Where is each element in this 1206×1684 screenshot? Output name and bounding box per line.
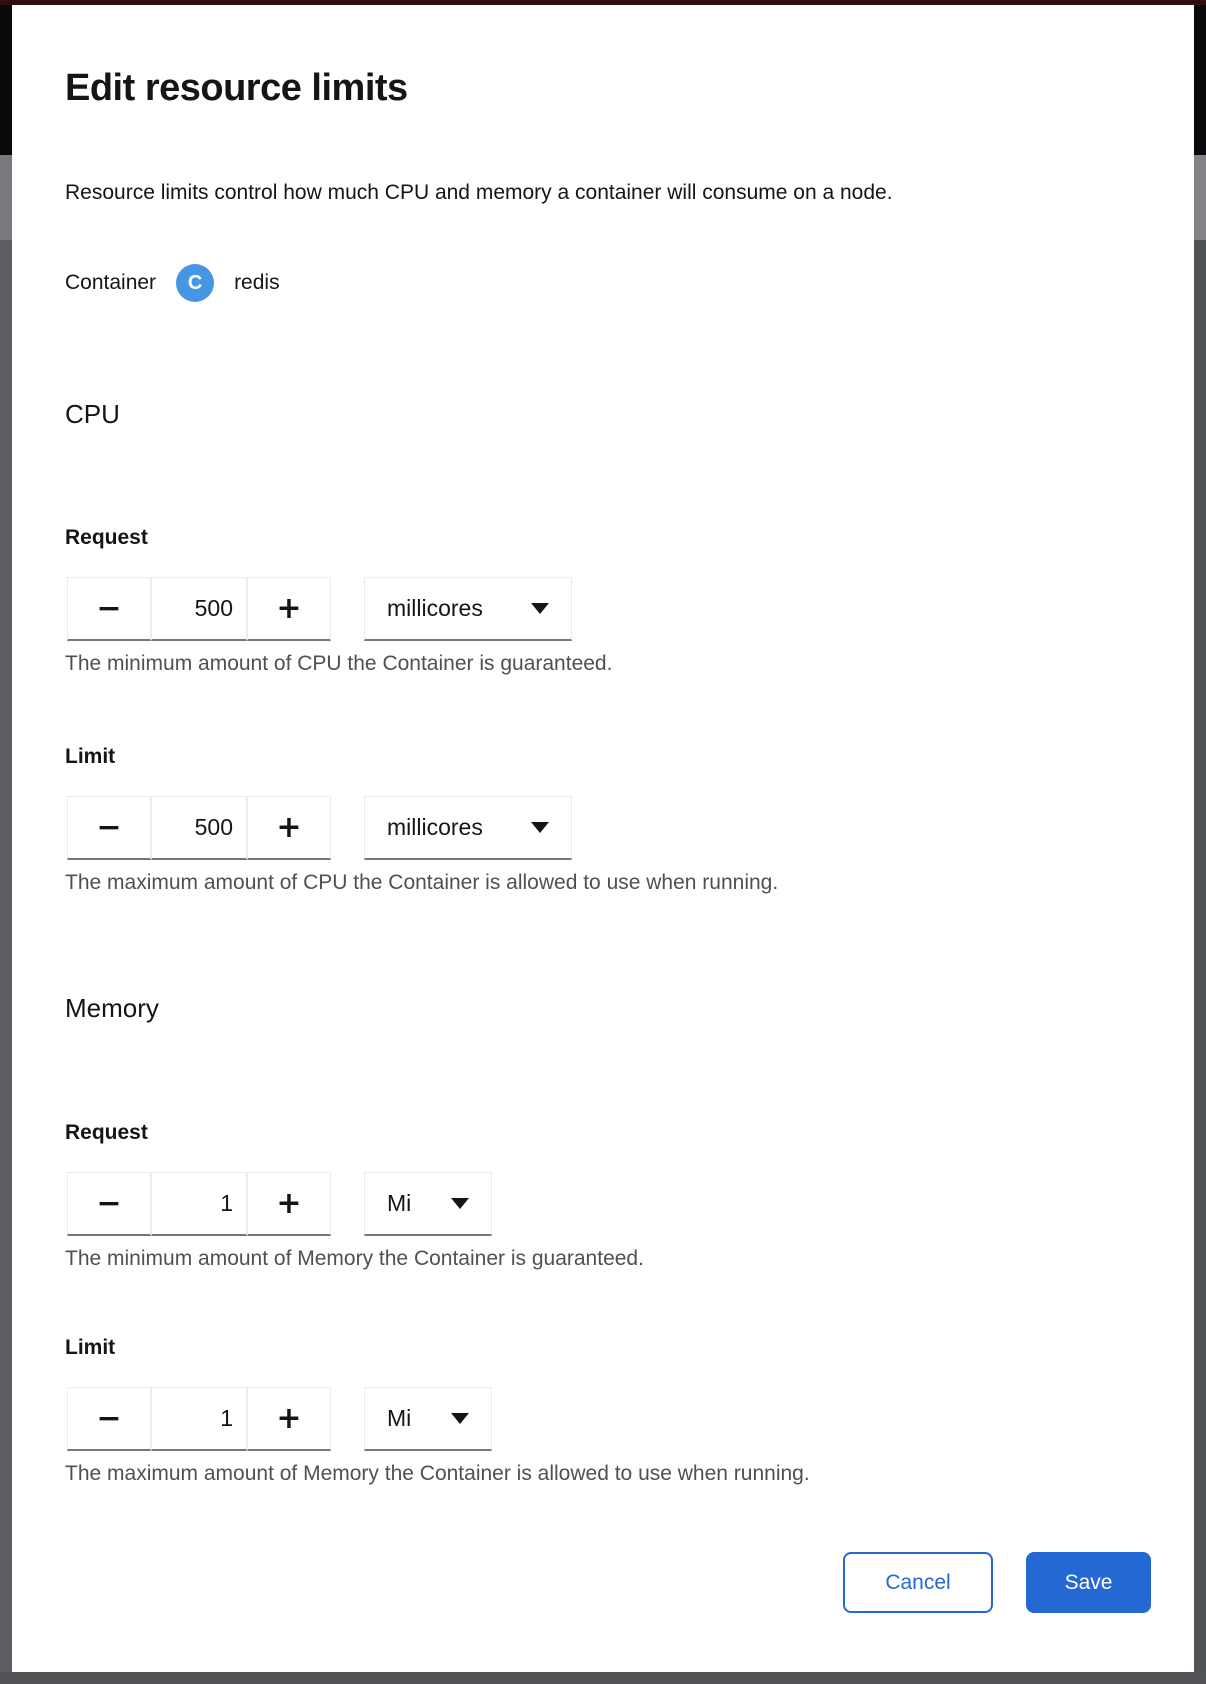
plus-icon: + xyxy=(276,809,302,845)
modal-title: Edit resource limits xyxy=(65,67,408,109)
plus-icon: + xyxy=(276,1185,302,1221)
cpu-limit-unit-dropdown[interactable] xyxy=(364,796,572,860)
container-badge-icon: C xyxy=(176,264,214,302)
minus-icon: − xyxy=(96,809,122,845)
memory-request-spinner xyxy=(67,1172,331,1236)
cpu-limit-plus-button[interactable] xyxy=(247,796,331,860)
memory-request-plus-button[interactable] xyxy=(247,1172,331,1236)
cpu-request-input[interactable] xyxy=(151,577,247,641)
caret-down-icon xyxy=(451,1198,469,1209)
save-button[interactable]: Save xyxy=(1026,1552,1151,1613)
cpu-request-help-text: The minimum amount of CPU the Container is guaranteed. xyxy=(65,652,613,675)
minus-icon: − xyxy=(96,590,122,626)
caret-down-icon xyxy=(531,822,549,833)
cpu-limit-label: Limit xyxy=(65,745,116,768)
memory-limit-unit-dropdown[interactable] xyxy=(364,1387,492,1451)
cpu-request-field xyxy=(65,526,1145,701)
cpu-request-plus-button[interactable] xyxy=(247,577,331,641)
memory-request-help-text: The minimum amount of Memory the Container is guaranteed. xyxy=(65,1247,644,1270)
minus-icon: − xyxy=(96,1185,122,1221)
memory-limit-label: Limit xyxy=(65,1336,116,1359)
section-heading-cpu: CPU xyxy=(65,399,120,429)
memory-limit-spinner xyxy=(67,1387,331,1451)
plus-icon: + xyxy=(276,1400,302,1436)
minus-icon: − xyxy=(96,1400,122,1436)
backdrop-bottom-edge xyxy=(0,1672,1206,1684)
cpu-limit-unit-value: millicores xyxy=(387,814,483,840)
memory-limit-field xyxy=(65,1336,1145,1511)
backdrop-left-edge xyxy=(0,5,12,1684)
cpu-request-minus-button[interactable] xyxy=(67,577,151,641)
cpu-limit-minus-button[interactable] xyxy=(67,796,151,860)
container-row xyxy=(65,263,280,303)
memory-request-label: Request xyxy=(65,1121,148,1144)
cpu-request-unit-dropdown[interactable] xyxy=(364,577,572,641)
cpu-limit-help-text: The maximum amount of CPU the Container is allowed to use when running. xyxy=(65,871,779,894)
memory-limit-input[interactable] xyxy=(151,1387,247,1451)
cpu-limit-spinner xyxy=(67,796,331,860)
container-name: redis xyxy=(234,271,280,294)
cpu-request-label: Request xyxy=(65,526,148,549)
edit-resource-limits-modal xyxy=(12,5,1194,1672)
memory-limit-minus-button[interactable] xyxy=(67,1387,151,1451)
cpu-request-spinner xyxy=(67,577,331,641)
container-label: Container xyxy=(65,271,157,294)
modal-footer xyxy=(12,1552,1151,1613)
backdrop-right-scrollbar xyxy=(1194,5,1206,1684)
memory-limit-plus-button[interactable] xyxy=(247,1387,331,1451)
memory-request-input[interactable] xyxy=(151,1172,247,1236)
cancel-button[interactable]: Cancel xyxy=(843,1552,993,1613)
cpu-limit-field xyxy=(65,745,1145,920)
memory-request-minus-button[interactable] xyxy=(67,1172,151,1236)
memory-request-unit-dropdown[interactable] xyxy=(364,1172,492,1236)
memory-limit-help-text: The maximum amount of Memory the Container is allowed to use when running. xyxy=(65,1462,810,1485)
plus-icon: + xyxy=(276,590,302,626)
modal-description: Resource limits control how much CPU and memory a container will consume on a node. xyxy=(65,181,893,204)
cpu-request-unit-value: millicores xyxy=(387,595,483,621)
section-heading-memory: Memory xyxy=(65,993,159,1023)
caret-down-icon xyxy=(531,603,549,614)
memory-request-field xyxy=(65,1121,1145,1296)
memory-request-unit-value: Mi xyxy=(387,1190,412,1216)
caret-down-icon xyxy=(451,1413,469,1424)
memory-limit-unit-value: Mi xyxy=(387,1405,412,1431)
cpu-limit-input[interactable] xyxy=(151,796,247,860)
